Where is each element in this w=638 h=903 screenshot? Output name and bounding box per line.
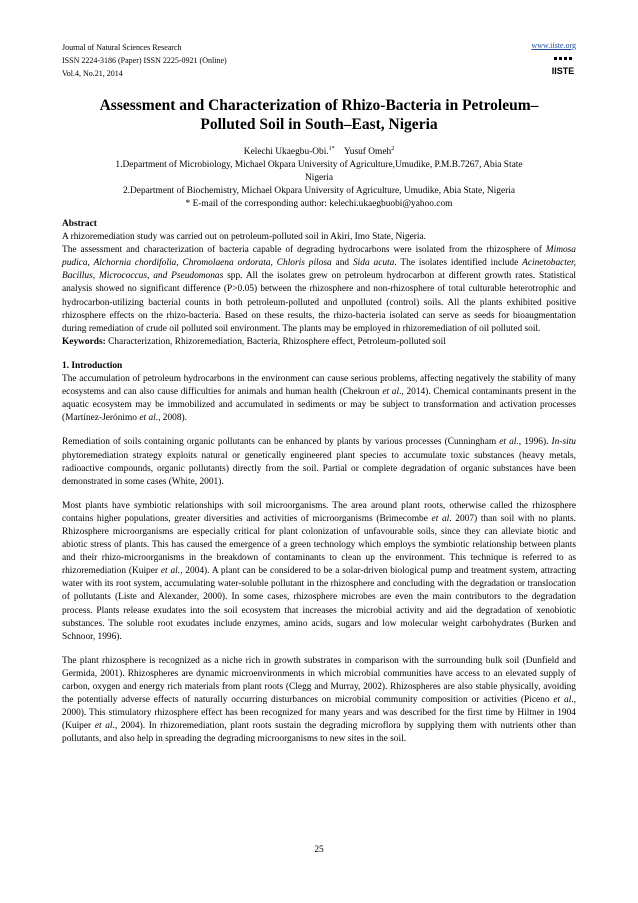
journal-url-link[interactable]: www.iiste.org (531, 41, 576, 50)
journal-name: Journal of Natural Sciences Research (62, 43, 182, 52)
intro-paragraph-4: The plant rhizosphere is recognized as a niche rich in growth substrates in comparison with the surrounding bulk soil (Dunfield and Germida, 2001). Rhizospheres are dynamic microenvironments in which microbial communities have access to an elevated supply of carbon, oxygen and energy rich materials from plant roots (Clegg and Murray, 2002). Rhizospheres are also stable physically, avoiding the potentially adverse effects of naturally occurring disturbances on microbial community composition or activities (Piceno et al., 2000). This stimulatory rhizosphere effect has been recognized for many years and was described for the first time by Hiltner in 1904 (Kuiper et al., 2004). In rhizoremediation, plant roots sustain the degrading microflora by supplying them with nutrients other than pollutants, and also help in spreading the degrading microorganisms to new sites in the soil. (62, 655, 577, 745)
abstract-text: A rhizoremediation study was carried out on petroleum-polluted soil in Akiri, Imo State, Nigeria. The assessment and characterization of bacteria capable of degrading hydrocarbons were isolated from the rhizosphere of Mimosa pudica, Alchornia chordifolia, Chromolaena ordorata, Chloris pilosa and Sida acuta. The isolates identified include Acinetobacter, Bacillus, Micrococcus, and Pseudomonas spp. All the isolates grew on petroleum hydrocarbon at different growth rates. Statistical analysis showed no significant difference (P>0.05) between the rhizosphere and non-rhizosphere of total culturable heterotrophic and hydrocarbon-utilizing bacterial counts in both petroleum-polluted and unpolluted (control) soils. All the plants exhibited positive rhizosphere effects on the rhizo-bacteria. Based on these results, the rhizo-bacteria isolated can serve as seeds for bioaugmentation during remediation of crude oil polluted soil environment. The plants may be employed in rhizoremediation of oil polluted soil. (62, 232, 577, 334)
author-names (62, 143, 576, 159)
intro-paragraph-2: Remediation of soils containing organic pollutants can be enhanced by plants by various processes (Cunningham et al., 1996). In-situ phytoremediation strategy exploits natural or genetically engineered plant species to accumulate toxic substances (heavy metals, radioactive compounds, organic pollutants) directly from the soil. Partial or complete degradation of organic substances have been demonstrated in some cases (White, 2001). (62, 437, 576, 487)
affiliation-1-line-1: 1.Department of Microbiology, Michael Okpara University of Agriculture,Umudike, P.M.B.7267, Abia State (115, 160, 523, 171)
page-number: 25 (314, 845, 324, 855)
issn-line: ISSN 2224-3186 (Paper) ISSN 2225-0921 (Online) (62, 56, 227, 65)
keywords: Keywords: Characterization, Rhizoremediation, Bacteria, Rhizosphere effect, Petroleum-polluted soil (62, 336, 446, 347)
title-line-2: Polluted Soil in South–East, Nigeria (200, 116, 438, 133)
author-block (62, 143, 576, 211)
introduction-heading: 1. Introduction (62, 360, 123, 371)
paper-body (62, 218, 576, 746)
volume-line: Vol.4, No.21, 2014 (62, 69, 123, 78)
paper-title (62, 96, 576, 134)
abstract-heading: Abstract (62, 219, 97, 229)
iiste-logo-icon (550, 56, 576, 78)
intro-paragraph-3: Most plants have symbiotic relationships with soil microorganisms. The area around plant roots, otherwise called the rhizosphere contains higher populations, greater diversities and activities of microorganisms (Brimecombe et al. 2007) than soil with no plants. Rhizosphere microorganisms are especially critical for plant colonization of unfavourable soils, since they can alleviate biotic and abiotic stress of plants. This has caused the emergence of a green technology which employs the symbiotic relationship between plants and their rhizo-microorganisms in the breakdown of contaminants to clean up the environment. This technique is referred to as rhizoremediation (Kuiper et al., 2004). A plant can be considered to be a solar-driven biological pump and treatment system, attracting water with its root system, accumulating water-soluble pollutant in the rhizosphere and concluding with the degradation or translocation of pollutants (Liste and Alexander, 2000). In some cases, rhizosphere microbes are even the main contributors to the degradation process. Plants release exudates into the soil ecosystem that increases the microbial activity and aid the degradation of xenobiotic substances. The soluble root exudates include enzymes, amino acids, sugars and low molecular weight carbohydrates (Burken and Schnoor, 1996). (62, 500, 576, 642)
author-2-sup: 2 (391, 146, 395, 152)
author-2: Yusuf Omeh (344, 147, 392, 158)
author-1: Kelechi Ukaegbu-Obi. (243, 147, 329, 158)
journal-url-block (531, 41, 576, 50)
affiliation-1-line-2: Nigeria (304, 173, 334, 184)
corresponding-email: * E-mail of the corresponding author: kelechi.ukaegbuobi@yahoo.com (185, 199, 453, 210)
logo-text: IISTE (551, 66, 575, 76)
affiliation-2: 2.Department of Biochemistry, Michael Okpara University of Agriculture, Umudike, Abia State, Nigeria (123, 186, 515, 197)
author-1-sup: 1* (328, 146, 335, 152)
journal-header (62, 41, 227, 80)
keywords-label: Keywords: (62, 336, 106, 347)
intro-paragraph-1: The accumulation of petroleum hydrocarbons in the environment can cause serious problems, affecting negatively the stability of many ecosystems and can also cause difficulties for animals and human health (Chekroun et al., 2014). Chemical contaminants present in the aquatic ecosystem may be immobilized and accumulated in sediments or may be subject to transformation and activation processes (Martínez-Jerónimo et al., 2008). (62, 374, 577, 424)
title-line-1: Assessment and Characterization of Rhizo-Bacteria in Petroleum– (99, 97, 539, 114)
